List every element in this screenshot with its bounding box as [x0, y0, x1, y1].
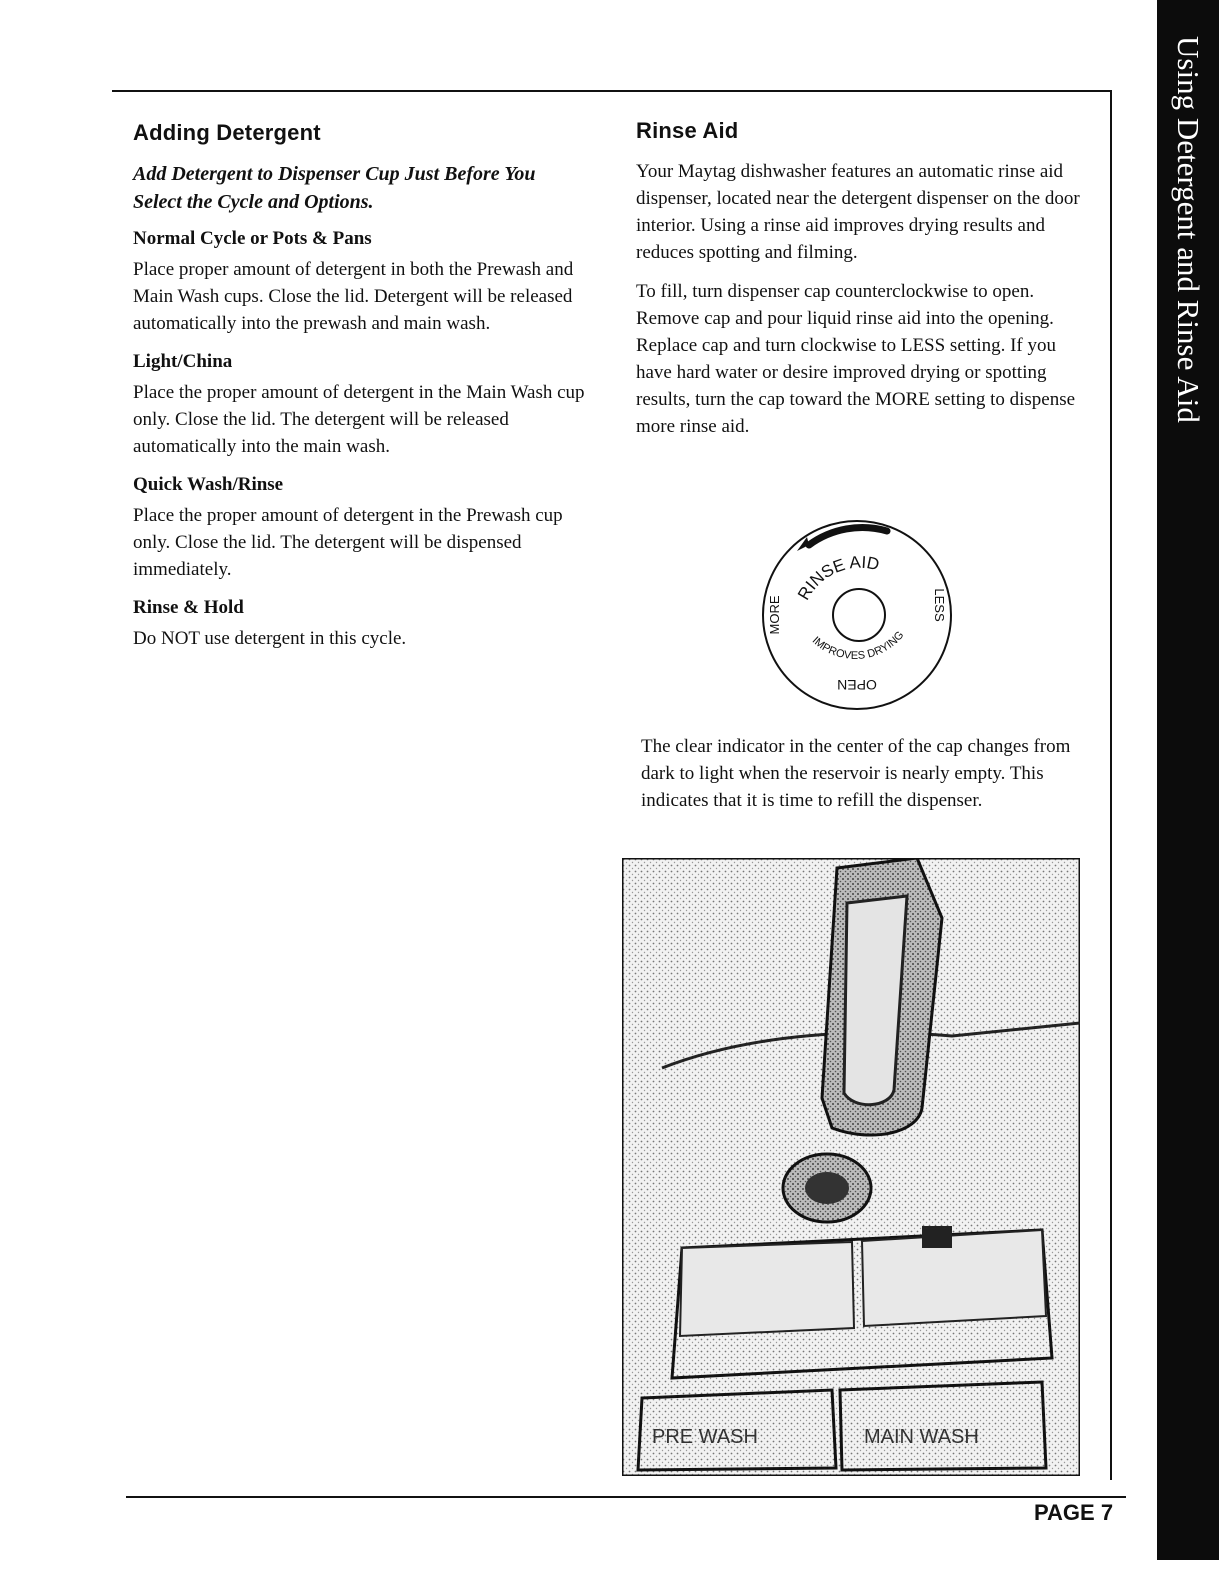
- rinse-aid-instructions: To fill, turn dispenser cap counterclockwise to open. Remove cap and pour liquid rinse aid into the opening. Replace cap and turn clockwise to LESS setting. If you have hard water or desire improved drying or spotting results, turn the cap toward the MORE setting to dispense more rinse aid.: [636, 281, 1076, 437]
- section-text-light-china: Place the proper amount of detergent in the Main Wash cup only. Close the lid. The detergent will be released automatically into the main wash.: [133, 382, 585, 457]
- indicator-caption: The clear indicator in the center of the cap changes from dark to light when the reservoir is nearly empty. This indicates that it is time to refill the dispenser.: [641, 736, 1071, 811]
- adding-detergent-heading: Adding Detergent: [133, 120, 321, 145]
- section-title-quick-wash: Quick Wash/Rinse: [133, 474, 284, 495]
- cap-open-label: OPEN: [837, 677, 877, 693]
- cap-less-label: LESS: [932, 588, 947, 622]
- prewash-cup: [680, 1242, 854, 1336]
- dispenser-photo: [622, 858, 1080, 1476]
- section-text-rinse-hold: Do NOT use detergent in this cycle.: [133, 628, 407, 649]
- left-column: [133, 120, 588, 666]
- right-rule: [1110, 90, 1112, 1480]
- section-text-quick-wash: Place the proper amount of detergent in the Prewash cup only. Close the lid. The detergent will be dispensed immediately.: [133, 505, 563, 580]
- detergent-lead: Add Detergent to Dispenser Cup Just Before You Select the Cycle and Options.: [133, 163, 536, 213]
- side-tab-title: Using Detergent and Rinse Aid: [1171, 36, 1206, 423]
- rinse-aid-cap-diagram: [757, 515, 957, 715]
- cap-more-label: MORE: [767, 595, 782, 635]
- cap-improves-label: IMPROVES DRYING: [809, 629, 907, 662]
- mainwash-label: MAIN WASH: [864, 1426, 979, 1448]
- top-rule: [112, 90, 1112, 92]
- section-title-normal: Normal Cycle or Pots & Pans: [133, 228, 372, 249]
- section-title-rinse-hold: Rinse & Hold: [133, 597, 244, 618]
- cup-latch: [922, 1226, 952, 1248]
- bottom-rule: [126, 1496, 1126, 1498]
- rinse-aid-heading: Rinse Aid: [636, 118, 739, 143]
- right-column: [636, 118, 1081, 452]
- rinse-aid-intro: Your Maytag dishwasher features an automatic rinse aid dispenser, located near the detergent dispenser on the door interior. Using a rinse aid improves drying results and reduces spotting and filming.: [636, 161, 1080, 263]
- prewash-label: PRE WASH: [652, 1426, 758, 1448]
- cap-indicator-window: [833, 589, 885, 641]
- section-title-light-china: Light/China: [133, 351, 233, 372]
- mainwash-cup: [862, 1230, 1046, 1326]
- section-text-normal: Place proper amount of detergent in both the Prewash and Main Wash cups. Close the lid. Detergent will be released automatically into the prewash and main wash.: [133, 259, 574, 334]
- cap-rinse-aid-label: RINSE AID: [794, 552, 882, 604]
- opening-center: [805, 1172, 849, 1204]
- page-number: PAGE 7: [1034, 1500, 1114, 1525]
- side-tab: [1157, 0, 1219, 1560]
